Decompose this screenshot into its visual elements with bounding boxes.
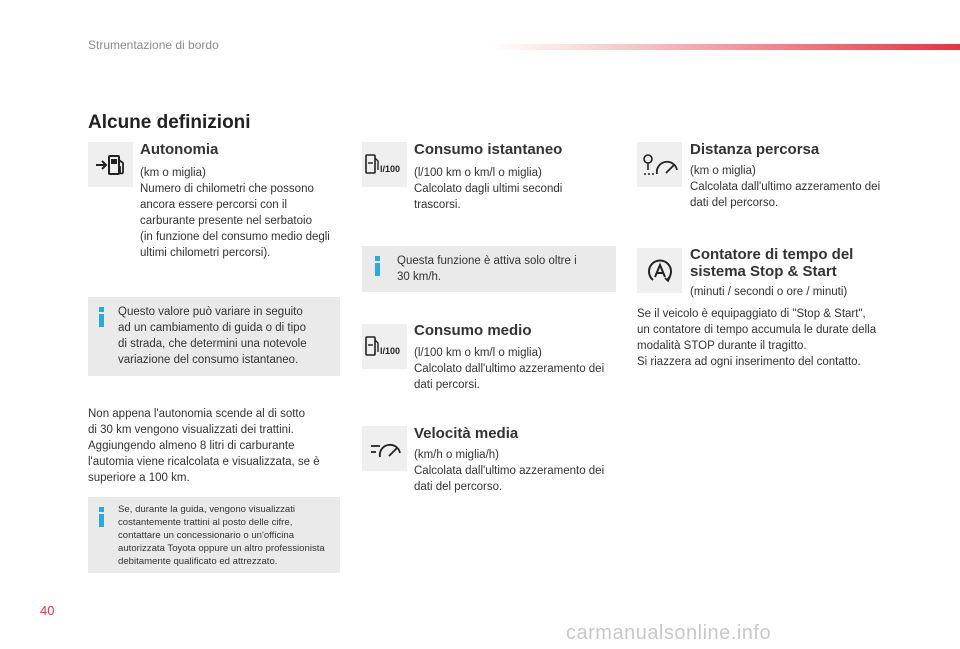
distanza-percorsa-title: Distanza percorsa: [690, 141, 820, 158]
autonomia-note-box: [88, 297, 340, 376]
icon-label: l/100: [379, 163, 400, 174]
consumo-istantaneo-note-text: Questa funzione è attiva solo oltre i 30 km/h.: [397, 255, 577, 283]
stop-start-title: Contatore di tempo del sistema Stop & Start: [690, 246, 854, 280]
stop-start-subtitle: (minuti / secondi o ore / minuti): [690, 286, 848, 298]
watermark: carmanualsonline.info: [566, 622, 772, 644]
consumo-istantaneo-note-box: [362, 246, 616, 292]
average-consumption-icon: [362, 324, 407, 369]
consumo-istantaneo-title: Consumo istantaneo: [414, 141, 563, 158]
distanza-percorsa-body: (km o miglia) Calcolata dall'ultimo azzeramento dei dati del percorso.: [690, 165, 881, 209]
instant-consumption-icon: [362, 142, 407, 187]
info-icon: [99, 507, 104, 527]
autonomia-title: Autonomia: [140, 141, 219, 158]
stop-start-icon: [637, 248, 682, 293]
info-icon: [99, 307, 104, 327]
header-accent-bar: [490, 44, 960, 50]
consumo-medio-body: (l/100 km o km/l o miglia) Calcolato dall'ultimo azzeramento dei dati percorsi.: [414, 347, 605, 391]
velocita-media-body: (km/h o miglia/h) Calcolata dall'ultimo azzeramento dei dati del percorso.: [414, 449, 605, 493]
consumo-istantaneo-body: (l/100 km o km/l o miglia) Calcolato dagli ultimi secondi trascorsi.: [414, 167, 563, 211]
average-speed-icon: [362, 426, 407, 471]
autonomia-warning-box: [88, 497, 340, 573]
page-title: Alcune definizioni: [88, 112, 251, 133]
range-fuel-pump-icon: [88, 142, 133, 187]
velocita-media-title: Velocità media: [414, 425, 519, 442]
page-number: 40: [40, 603, 55, 618]
distance-travelled-icon: [637, 142, 682, 187]
autonomia-extra-text: Non appena l'autonomia scende al di sotto di 30 km vengono visualizzati dei trattini. Aggiungendo almeno 8 litri di carburante l'automia viene ricalcolata e visualizzata, se è superiore a 100 km.: [88, 408, 320, 484]
icon-label: l/100: [379, 345, 400, 356]
autonomia-note-text: Questo valore può variare in seguito ad un cambiamento di guida o di tipo di strada, che determini una notevole variazione del consumo istantaneo.: [118, 306, 307, 366]
consumo-medio-title: Consumo medio: [414, 322, 532, 339]
autonomia-body: (km o miglia) Numero di chilometri che possono ancora essere percorsi con il carburante presente nel serbatoio (in funzione del consumo medio degli ultimi chilometri percorsi).: [140, 167, 330, 259]
section-header: Strumentazione di bordo: [88, 38, 219, 52]
autonomia-warning-text: Se, durante la guida, vengono visualizzati costantemente trattini al posto delle cifre, contattare un concessionario o un'officina autorizzata Toyota oppure un altro professionista debitamente qualificato ed attrezzato.: [118, 504, 325, 567]
info-icon: [375, 256, 380, 276]
stop-start-body: Se il veicolo è equipaggiato di "Stop & Start", un contatore di tempo accumula le durate della modalità STOP durante il tragitto. Si riazzera ad ogni inserimento del contatto.: [637, 308, 877, 368]
